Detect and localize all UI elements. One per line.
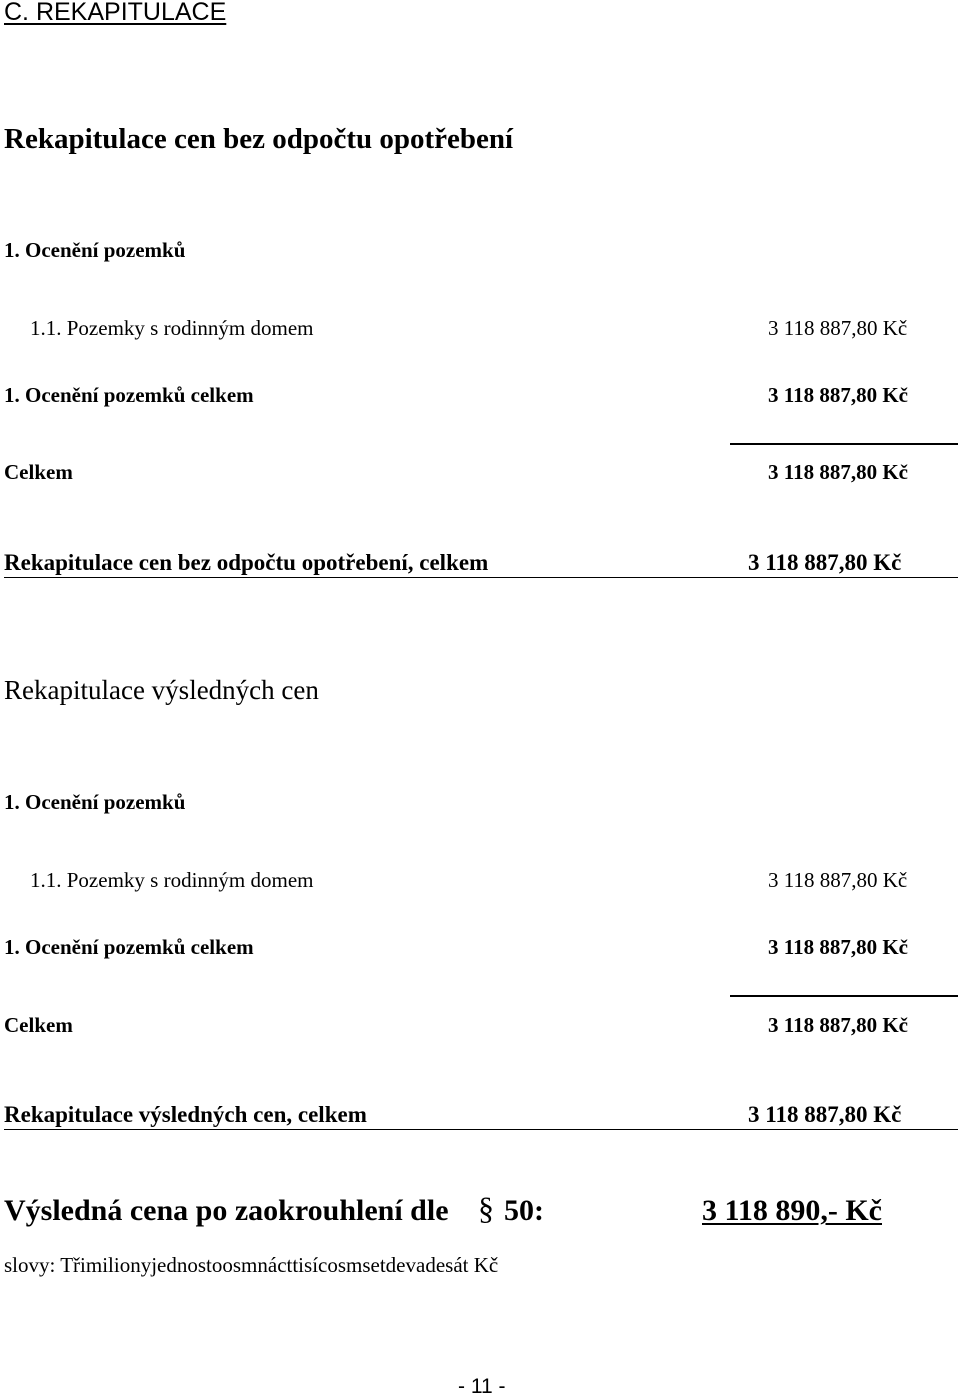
summary-value: 3 118 887,80 Kč xyxy=(748,1102,902,1127)
celkem-label: Celkem xyxy=(4,1013,73,1037)
document-heading: C. REKAPITULACE xyxy=(4,0,227,26)
summary-label: Rekapitulace výsledných cen, celkem xyxy=(4,1102,367,1127)
celkem-label: Celkem xyxy=(4,460,73,484)
group-total-label: 1. Ocenění pozemků celkem xyxy=(4,383,254,407)
section-symbol: § xyxy=(478,1190,494,1226)
summary-label: Rekapitulace cen bez odpočtu opotřebení, celkem xyxy=(4,550,489,575)
group-total-label: 1. Ocenění pozemků celkem xyxy=(4,935,254,959)
subtotal-rule xyxy=(730,443,958,445)
price-in-words: slovy: Třimilionyjednostoosmnácttisícosmsetdevadesát Kč xyxy=(4,1253,499,1277)
final-price-value: 3 118 890,- Kč xyxy=(702,1194,882,1227)
group-label: 1. Ocenění pozemků xyxy=(4,790,186,814)
group-total-value: 3 118 887,80 Kč xyxy=(768,383,908,407)
subtotal-rule xyxy=(730,995,958,997)
group-label: 1. Ocenění pozemků xyxy=(4,238,186,262)
final-price-label: Výsledná cena po zaokrouhlení dle xyxy=(4,1194,449,1227)
item-label: 1.1. Pozemky s rodinným domem xyxy=(30,316,314,340)
item-value: 3 118 887,80 Kč xyxy=(768,316,908,340)
group-total-value: 3 118 887,80 Kč xyxy=(768,935,908,959)
celkem-value: 3 118 887,80 Kč xyxy=(768,460,908,484)
item-label: 1.1. Pozemky s rodinným domem xyxy=(30,868,314,892)
section-title-vyslednych-cen: Rekapitulace výsledných cen xyxy=(4,675,319,705)
section-title-bez-odpoctu: Rekapitulace cen bez odpočtu opotřebení xyxy=(4,123,514,155)
summary-value: 3 118 887,80 Kč xyxy=(748,550,902,575)
item-value: 3 118 887,80 Kč xyxy=(768,868,908,892)
celkem-value: 3 118 887,80 Kč xyxy=(768,1013,908,1037)
section-number: 50: xyxy=(504,1194,544,1227)
summary-underline xyxy=(4,577,958,578)
summary-underline xyxy=(4,1129,958,1130)
page-number: - 11 - xyxy=(458,1375,506,1398)
